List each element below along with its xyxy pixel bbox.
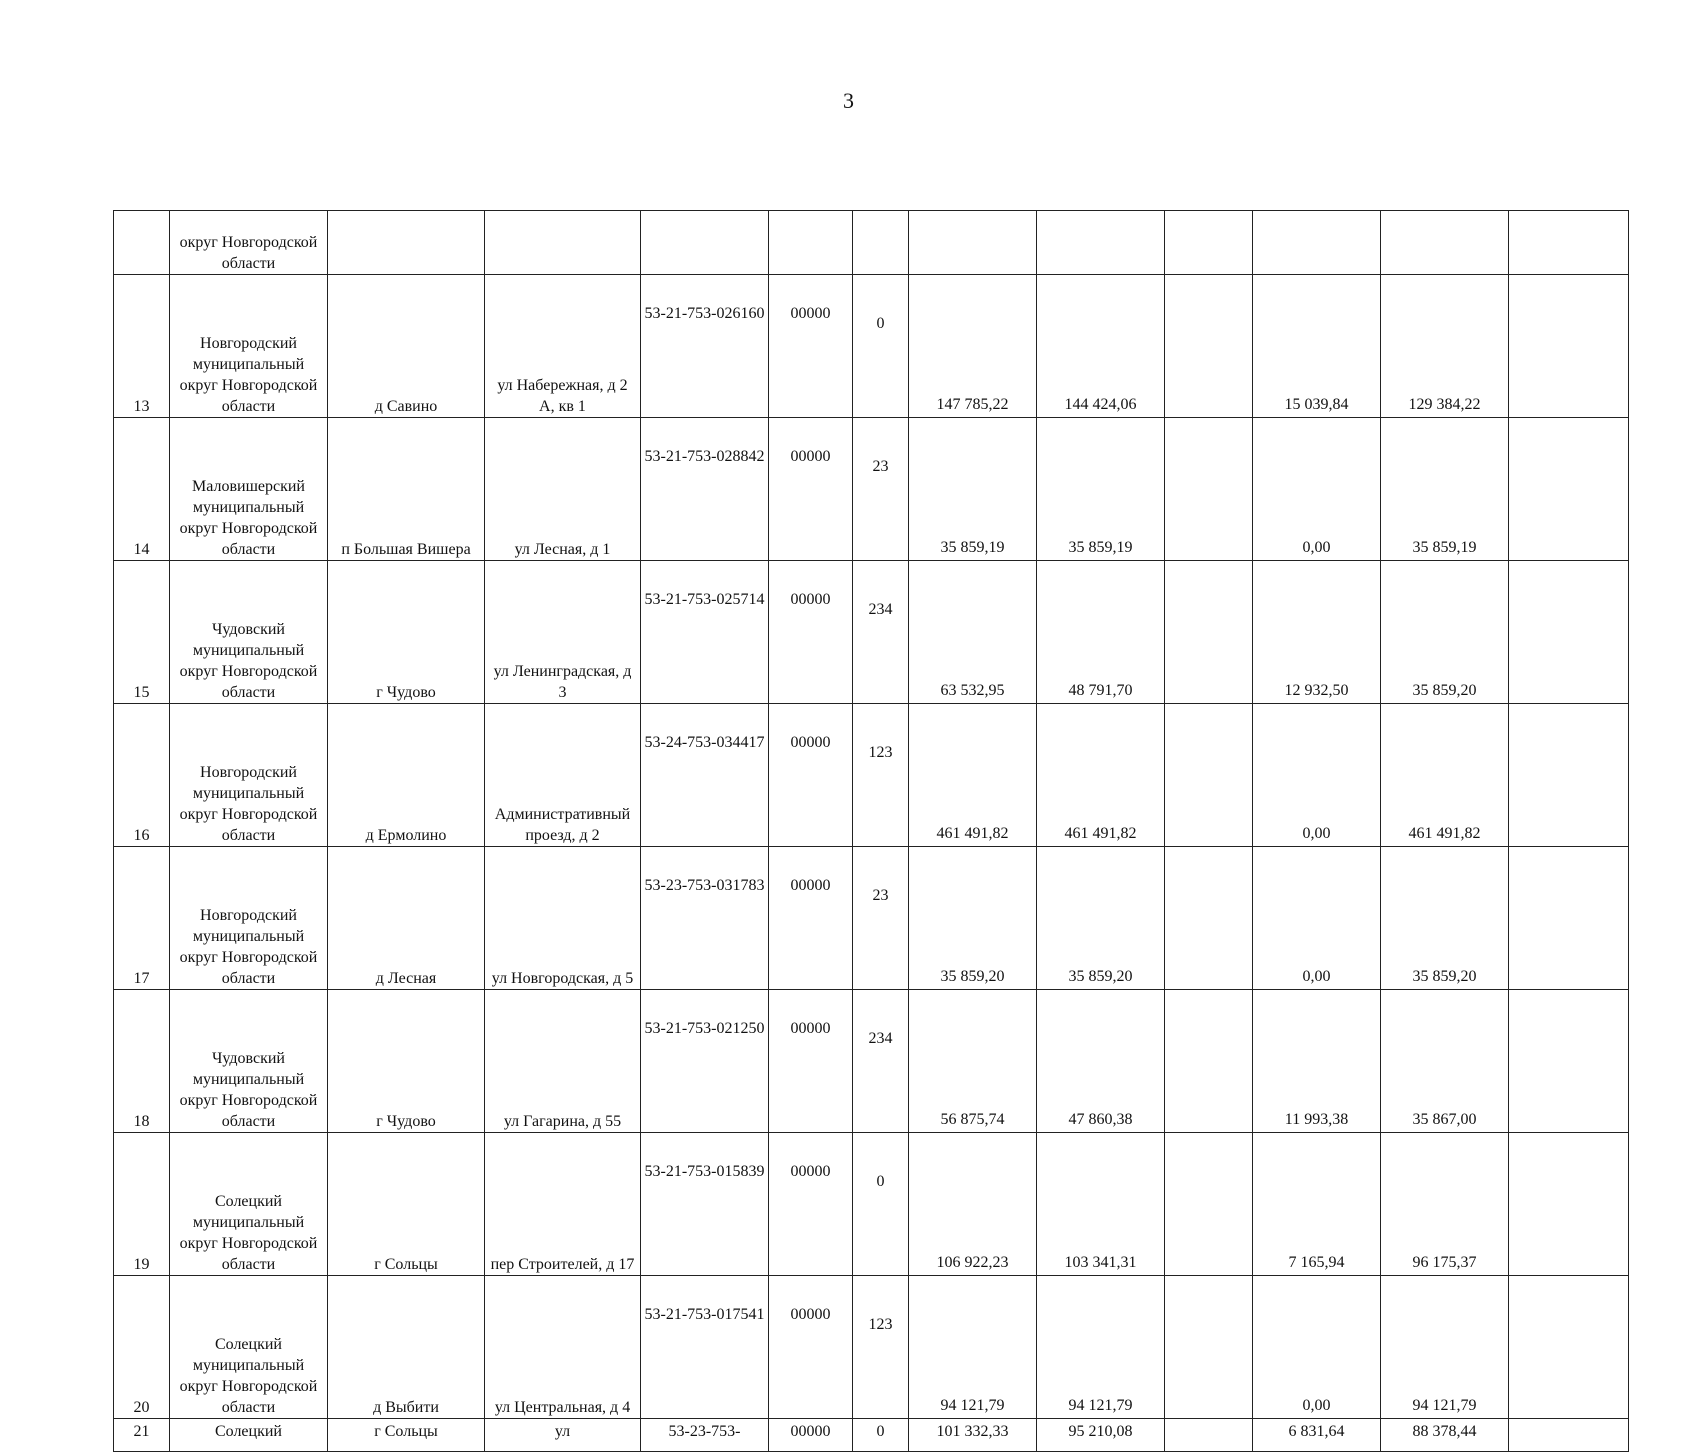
cell-address: ул Центральная, д 4 xyxy=(485,1276,641,1419)
cell-value-3 xyxy=(1165,561,1253,704)
cell-value-6 xyxy=(1509,275,1629,418)
cell-district: Новгородский муниципальный округ Новгородской области xyxy=(170,275,328,418)
cell-value-5: 94 121,79 xyxy=(1381,1276,1509,1419)
cell-value-2 xyxy=(1037,211,1165,275)
cell-value-4: 0,00 xyxy=(1253,1276,1381,1419)
cell-district: Солецкий муниципальный округ Новгородской области xyxy=(170,1133,328,1276)
cell-value-2: 94 121,79 xyxy=(1037,1276,1165,1419)
cell-value-1: 101 332,33 xyxy=(909,1419,1037,1452)
cell-value-2: 48 791,70 xyxy=(1037,561,1165,704)
table-body xyxy=(114,211,1629,1452)
table-row xyxy=(114,1133,1629,1276)
cell-value-5: 35 859,19 xyxy=(1381,418,1509,561)
cell-value-5: 461 491,82 xyxy=(1381,704,1509,847)
cell-flag xyxy=(853,211,909,275)
cell-value-6 xyxy=(1509,418,1629,561)
cell-value-6 xyxy=(1509,1419,1629,1452)
cell-value-4: 0,00 xyxy=(1253,418,1381,561)
cell-code: 00000 xyxy=(769,704,853,847)
cell-value-1: 94 121,79 xyxy=(909,1276,1037,1419)
cell-value-4: 11 993,38 xyxy=(1253,990,1381,1133)
cell-value-5: 35 859,20 xyxy=(1381,561,1509,704)
cell-value-2: 103 341,31 xyxy=(1037,1133,1165,1276)
cell-code: 00000 xyxy=(769,418,853,561)
cell-oktmo: 53-24-753-034417 xyxy=(641,704,769,847)
cell-value-1: 106 922,23 xyxy=(909,1133,1037,1276)
cell-value-2: 47 860,38 xyxy=(1037,990,1165,1133)
cell-oktmo: 53-21-753-017541 xyxy=(641,1276,769,1419)
cell-locality: д Ермолино xyxy=(328,704,485,847)
cell-number: 13 xyxy=(114,275,170,418)
cell-locality: г Сольцы xyxy=(328,1133,485,1276)
cell-address: ул Ленинградская, д 3 xyxy=(485,561,641,704)
cell-value-4 xyxy=(1253,211,1381,275)
cell-value-4: 12 932,50 xyxy=(1253,561,1381,704)
registry-table xyxy=(113,210,1629,1452)
cell-address: ул xyxy=(485,1419,641,1452)
table-row xyxy=(114,418,1629,561)
cell-locality: д Савино xyxy=(328,275,485,418)
cell-district: Маловишерский муниципальный округ Новгородской области xyxy=(170,418,328,561)
cell-district: Новгородский муниципальный округ Новгородской области xyxy=(170,704,328,847)
cell-value-3 xyxy=(1165,1419,1253,1452)
cell-value-2: 95 210,08 xyxy=(1037,1419,1165,1452)
cell-flag: 0 xyxy=(853,275,909,418)
table-row xyxy=(114,275,1629,418)
cell-value-5 xyxy=(1381,211,1509,275)
cell-flag: 23 xyxy=(853,847,909,990)
table-row xyxy=(114,1419,1629,1452)
cell-oktmo: 53-21-753-025714 xyxy=(641,561,769,704)
cell-flag: 0 xyxy=(853,1419,909,1452)
cell-value-5: 35 859,20 xyxy=(1381,847,1509,990)
cell-value-6 xyxy=(1509,211,1629,275)
cell-value-6 xyxy=(1509,990,1629,1133)
cell-locality: г Чудово xyxy=(328,561,485,704)
cell-value-4: 15 039,84 xyxy=(1253,275,1381,418)
cell-district: Чудовский муниципальный округ Новгородской области xyxy=(170,561,328,704)
cell-district: Новгородский муниципальный округ Новгородской области xyxy=(170,847,328,990)
cell-value-1: 461 491,82 xyxy=(909,704,1037,847)
cell-code: 00000 xyxy=(769,847,853,990)
page-number: 3 xyxy=(843,88,854,113)
cell-locality xyxy=(328,211,485,275)
cell-value-3 xyxy=(1165,1133,1253,1276)
cell-code: 00000 xyxy=(769,1276,853,1419)
cell-value-3 xyxy=(1165,704,1253,847)
cell-value-4: 6 831,64 xyxy=(1253,1419,1381,1452)
cell-value-6 xyxy=(1509,1276,1629,1419)
cell-value-5: 88 378,44 xyxy=(1381,1419,1509,1452)
cell-value-6 xyxy=(1509,1133,1629,1276)
cell-flag: 234 xyxy=(853,561,909,704)
cell-flag: 234 xyxy=(853,990,909,1133)
cell-number: 16 xyxy=(114,704,170,847)
cell-code: 00000 xyxy=(769,561,853,704)
cell-locality: д Лесная xyxy=(328,847,485,990)
cell-address: ул Лесная, д 1 xyxy=(485,418,641,561)
cell-district: округ Новгородской области xyxy=(170,211,328,275)
table-row xyxy=(114,561,1629,704)
cell-value-4: 7 165,94 xyxy=(1253,1133,1381,1276)
cell-oktmo xyxy=(641,211,769,275)
cell-oktmo: 53-23-753- xyxy=(641,1419,769,1452)
cell-value-5: 35 867,00 xyxy=(1381,990,1509,1133)
cell-value-6 xyxy=(1509,847,1629,990)
cell-locality: д Выбити xyxy=(328,1276,485,1419)
cell-number xyxy=(114,211,170,275)
cell-number: 15 xyxy=(114,561,170,704)
cell-district: Чудовский муниципальный округ Новгородской области xyxy=(170,990,328,1133)
cell-locality: п Большая Вишера xyxy=(328,418,485,561)
cell-value-3 xyxy=(1165,211,1253,275)
cell-value-2: 461 491,82 xyxy=(1037,704,1165,847)
cell-flag: 123 xyxy=(853,704,909,847)
cell-oktmo: 53-21-753-015839 xyxy=(641,1133,769,1276)
cell-locality: г Чудово xyxy=(328,990,485,1133)
cell-value-1: 56 875,74 xyxy=(909,990,1037,1133)
cell-value-3 xyxy=(1165,990,1253,1133)
cell-value-4: 0,00 xyxy=(1253,847,1381,990)
cell-oktmo: 53-23-753-031783 xyxy=(641,847,769,990)
cell-address: ул Набережная, д 2 А, кв 1 xyxy=(485,275,641,418)
cell-district: Солецкий муниципальный округ Новгородской области xyxy=(170,1276,328,1419)
cell-value-5: 129 384,22 xyxy=(1381,275,1509,418)
cell-value-3 xyxy=(1165,418,1253,561)
cell-number: 14 xyxy=(114,418,170,561)
cell-value-6 xyxy=(1509,704,1629,847)
cell-address: пер Строителей, д 17 xyxy=(485,1133,641,1276)
cell-address: ул Новгородская, д 5 xyxy=(485,847,641,990)
table-row xyxy=(114,704,1629,847)
cell-value-3 xyxy=(1165,1276,1253,1419)
cell-value-1: 35 859,20 xyxy=(909,847,1037,990)
cell-value-4: 0,00 xyxy=(1253,704,1381,847)
cell-code: 00000 xyxy=(769,275,853,418)
cell-value-2: 144 424,06 xyxy=(1037,275,1165,418)
table-row xyxy=(114,1276,1629,1419)
cell-flag: 123 xyxy=(853,1276,909,1419)
cell-value-5: 96 175,37 xyxy=(1381,1133,1509,1276)
cell-value-3 xyxy=(1165,275,1253,418)
cell-value-1 xyxy=(909,211,1037,275)
cell-address: Административный проезд, д 2 xyxy=(485,704,641,847)
cell-value-1: 35 859,19 xyxy=(909,418,1037,561)
cell-flag: 23 xyxy=(853,418,909,561)
cell-value-6 xyxy=(1509,561,1629,704)
cell-code: 00000 xyxy=(769,990,853,1133)
cell-number: 17 xyxy=(114,847,170,990)
cell-code: 00000 xyxy=(769,1133,853,1276)
cell-district: Солецкий xyxy=(170,1419,328,1452)
table-row xyxy=(114,990,1629,1133)
cell-value-1: 63 532,95 xyxy=(909,561,1037,704)
cell-code xyxy=(769,211,853,275)
cell-oktmo: 53-21-753-021250 xyxy=(641,990,769,1133)
cell-oktmo: 53-21-753-028842 xyxy=(641,418,769,561)
table-row xyxy=(114,847,1629,990)
table-row-continuation xyxy=(114,211,1629,275)
cell-number: 21 xyxy=(114,1419,170,1452)
cell-value-2: 35 859,19 xyxy=(1037,418,1165,561)
cell-number: 20 xyxy=(114,1276,170,1419)
cell-value-1: 147 785,22 xyxy=(909,275,1037,418)
cell-address xyxy=(485,211,641,275)
cell-value-3 xyxy=(1165,847,1253,990)
cell-address: ул Гагарина, д 55 xyxy=(485,990,641,1133)
cell-value-2: 35 859,20 xyxy=(1037,847,1165,990)
cell-number: 19 xyxy=(114,1133,170,1276)
cell-oktmo: 53-21-753-026160 xyxy=(641,275,769,418)
cell-flag: 0 xyxy=(853,1133,909,1276)
cell-code: 00000 xyxy=(769,1419,853,1452)
cell-number: 18 xyxy=(114,990,170,1133)
cell-locality: г Сольцы xyxy=(328,1419,485,1452)
